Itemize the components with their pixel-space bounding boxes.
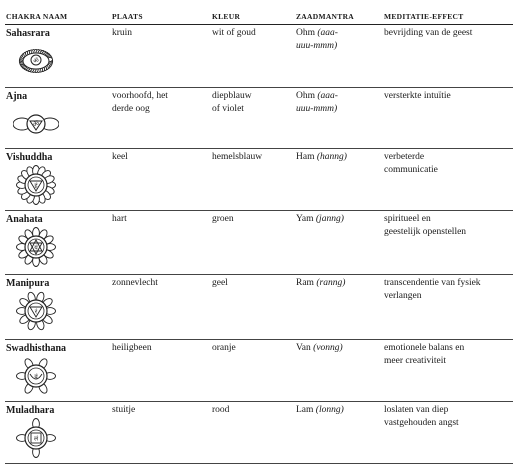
chakra-name: Vishuddha	[6, 152, 53, 163]
solar-lotus-icon	[13, 291, 59, 331]
svg-text:रं: रं	[34, 308, 38, 316]
mantra-word: Yam	[296, 214, 314, 224]
cell-line: transcendentie van fysiek	[384, 278, 481, 288]
cell-line: geestelijk openstellen	[384, 227, 467, 237]
mantra-sound: (lonng)	[315, 405, 344, 415]
mantra-sound: (janng)	[315, 214, 344, 224]
effect-cell	[384, 213, 466, 239]
chakra-symbol	[13, 41, 59, 81]
effect-cell	[384, 27, 472, 40]
mantra-line	[296, 277, 345, 290]
cell-line: bevrijding van de geest	[384, 28, 473, 38]
table-row	[5, 25, 513, 88]
mantra-sound: uuu-mmm)	[296, 104, 338, 114]
chakra-name: Sahasrara	[6, 28, 50, 39]
two-petal-eye-icon	[13, 104, 59, 144]
chakra-symbol	[13, 165, 59, 205]
cell-line: heiligbeen	[112, 343, 152, 353]
mantra-word: Van	[296, 343, 311, 353]
effect-cell	[384, 151, 438, 177]
mantra-line	[296, 27, 338, 40]
mantra-cell	[296, 404, 344, 417]
table-row	[5, 402, 513, 464]
cell-line: loslaten van diep	[384, 405, 449, 415]
chakra-symbol	[13, 356, 59, 396]
cell-line: meer creativiteit	[384, 356, 446, 366]
table-row	[5, 211, 513, 275]
header-meditation-effect: MEDITATIE-EFFECT	[384, 12, 464, 21]
color-cell	[212, 277, 228, 290]
svg-text:ॐ: ॐ	[32, 120, 40, 128]
table-body	[5, 25, 513, 464]
mantra-line	[296, 342, 343, 355]
header-place: PLAATS	[112, 12, 143, 21]
chakra-symbol	[13, 418, 59, 458]
chakra-name: Swadhisthana	[6, 343, 67, 354]
table-header	[5, 8, 513, 25]
cell-line: zonnevlecht	[112, 278, 158, 288]
heart-lotus-icon	[13, 227, 59, 267]
mantra-word: Ohm	[296, 28, 315, 38]
table-row	[5, 149, 513, 211]
root-lotus-icon	[13, 418, 59, 458]
cell-line: keel	[112, 152, 128, 162]
cell-line: derde oog	[112, 104, 150, 114]
mantra-word: Lam	[296, 405, 314, 415]
mantra-word: Ohm	[296, 91, 315, 101]
cell-line: oranje	[212, 343, 236, 353]
cell-line: geel	[212, 278, 228, 288]
cell-line: verlangen	[384, 291, 422, 301]
sacral-lotus-icon	[13, 356, 59, 396]
mantra-line	[296, 213, 344, 226]
svg-text:लं: लं	[33, 435, 39, 443]
mantra-sound: (vonng)	[313, 343, 343, 353]
cell-line: wit of goud	[212, 28, 256, 38]
cell-line: vastgehouden angst	[384, 418, 459, 428]
table-row	[5, 275, 513, 340]
header-chakra-name: CHAKRA NAAM	[6, 12, 68, 21]
cell-line: verbeterde	[384, 152, 425, 162]
chakra-name: Muladhara	[6, 405, 55, 416]
mantra-cell	[296, 342, 343, 355]
place-cell	[112, 277, 158, 290]
cell-line: hemelsblauw	[212, 152, 263, 162]
chakra-symbol	[13, 104, 59, 144]
effect-cell	[384, 90, 451, 103]
place-cell	[112, 213, 127, 226]
color-cell	[212, 90, 252, 116]
svg-text:वं: वं	[34, 373, 38, 381]
chakra-table	[5, 8, 513, 464]
table-row	[5, 88, 513, 149]
svg-text:यं: यं	[34, 244, 38, 252]
mantra-sound: uuu-mmm)	[296, 41, 338, 51]
mantra-sound: (aaa-	[317, 28, 338, 38]
mantra-line	[296, 151, 347, 164]
mantra-cell	[296, 213, 344, 226]
mantra-cell	[296, 27, 338, 53]
header-color: KLEUR	[212, 12, 241, 21]
mantra-word: Ham	[296, 152, 315, 162]
cell-line: communicatie	[384, 165, 438, 175]
mantra-sound: (ranng)	[316, 278, 346, 288]
mantra-word: Ram	[296, 278, 314, 288]
mantra-cell	[296, 277, 345, 290]
mantra-cell	[296, 90, 338, 116]
color-cell	[212, 27, 256, 40]
cell-line: kruin	[112, 28, 133, 38]
cell-line: versterkte intuïtie	[384, 91, 451, 101]
effect-cell	[384, 342, 464, 368]
place-cell	[112, 27, 132, 40]
cell-line: voorhoofd, het	[112, 91, 168, 101]
mantra-sound: (aaa-	[317, 91, 338, 101]
color-cell	[212, 342, 236, 355]
chakra-name: Ajna	[6, 91, 28, 102]
effect-cell	[384, 277, 481, 303]
chakra-symbol	[13, 227, 59, 267]
color-cell	[212, 213, 234, 226]
cell-line: hart	[112, 214, 127, 224]
mantra-sound: (hanng)	[316, 152, 347, 162]
cell-line: groen	[212, 214, 234, 224]
cell-line: emotionele balans en	[384, 343, 465, 353]
mantra-line	[296, 90, 338, 103]
header-seed-mantra: ZAADMANTRA	[296, 12, 354, 21]
cell-line: diepblauw	[212, 91, 252, 101]
table-row	[5, 340, 513, 402]
svg-text:हं: हं	[34, 182, 38, 190]
place-cell	[112, 342, 152, 355]
effect-cell	[384, 404, 459, 430]
chakra-name: Manipura	[6, 278, 50, 289]
lotus-crown-icon	[13, 41, 59, 81]
chakra-name: Anahata	[6, 214, 43, 225]
mantra-line	[296, 404, 344, 417]
chakra-symbol	[13, 291, 59, 331]
place-cell	[112, 404, 135, 417]
color-cell	[212, 404, 229, 417]
cell-line: stuitje	[112, 405, 136, 415]
throat-lotus-icon	[13, 165, 59, 205]
color-cell	[212, 151, 262, 164]
cell-line: of violet	[212, 104, 244, 114]
place-cell	[112, 90, 168, 116]
place-cell	[112, 151, 128, 164]
svg-text:ॐ: ॐ	[33, 57, 39, 65]
cell-line: rood	[212, 405, 230, 415]
mantra-cell	[296, 151, 347, 164]
cell-line: spiritueel en	[384, 214, 431, 224]
